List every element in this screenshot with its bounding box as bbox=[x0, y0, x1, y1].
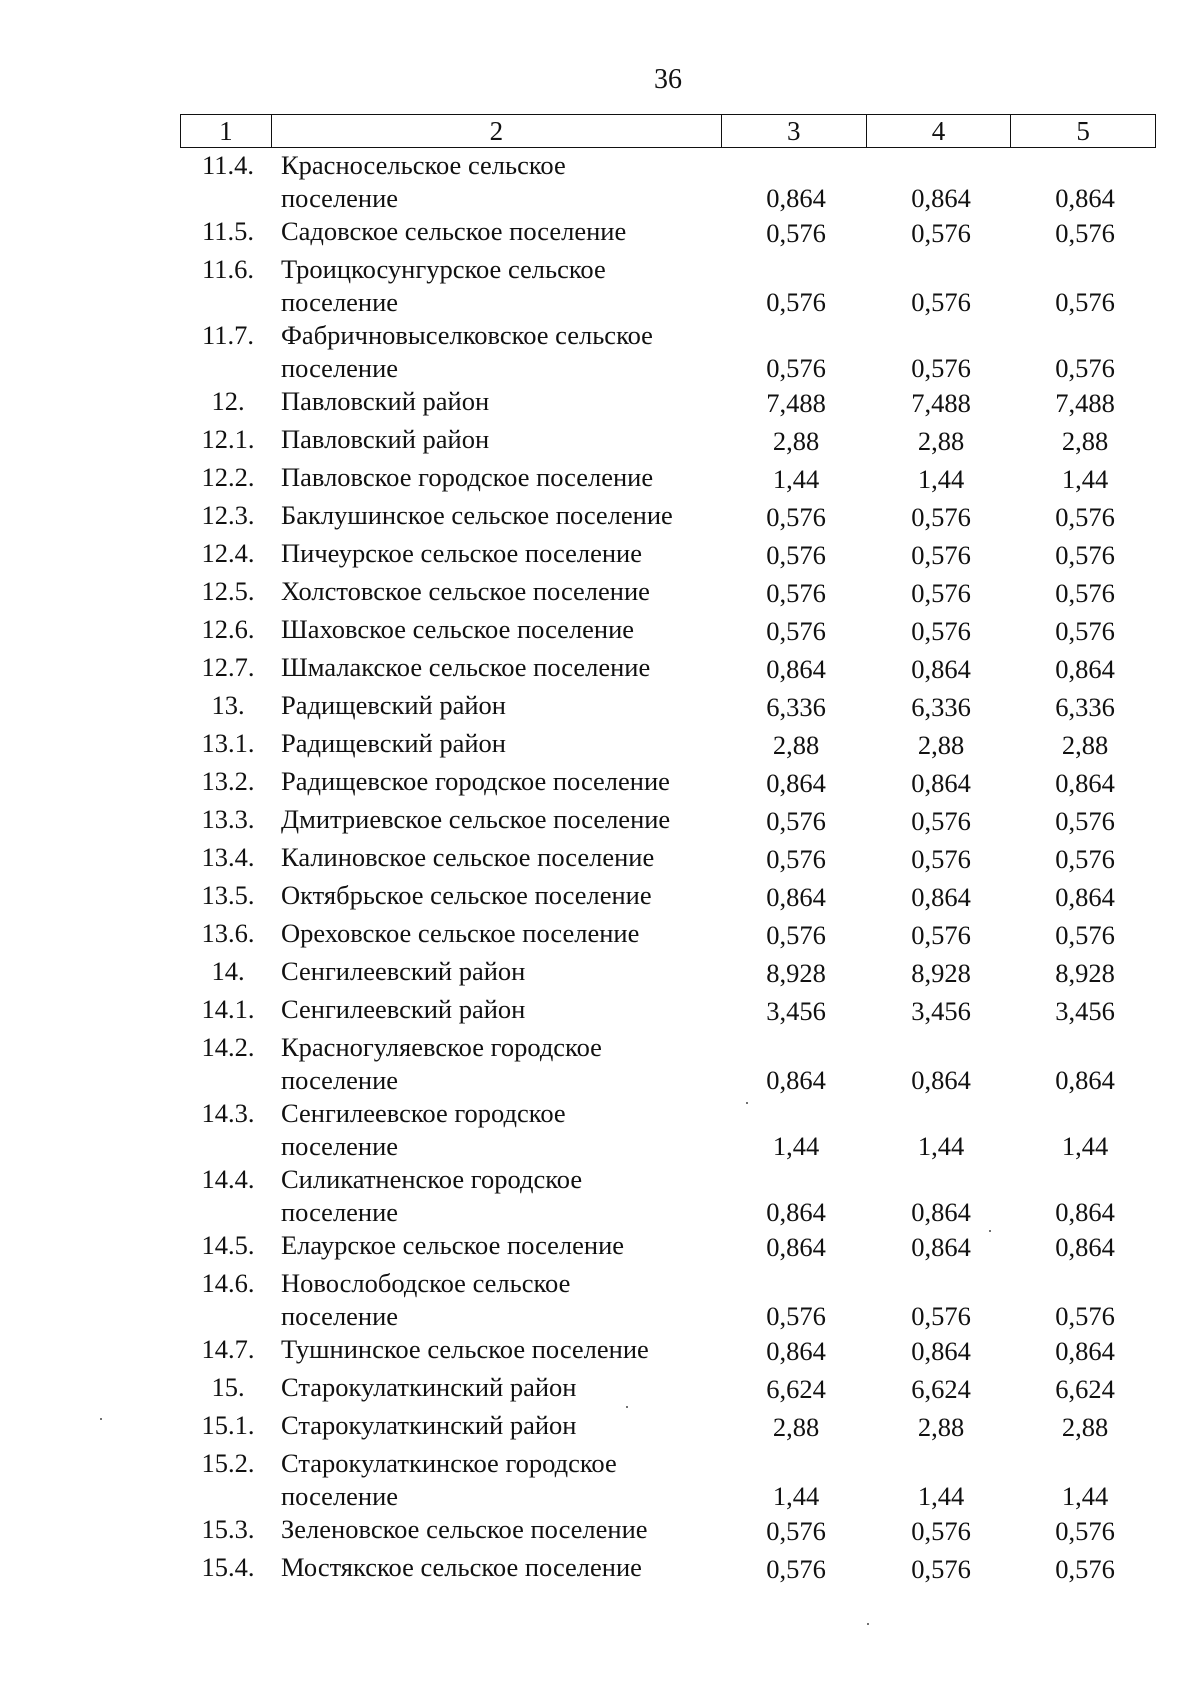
row-name-line1: Радищевский район bbox=[281, 728, 506, 758]
row-name-line1: Старокулаткинское городское bbox=[281, 1448, 617, 1478]
row-value-col5: 0,576 bbox=[1055, 353, 1115, 383]
row-name-line2: поселение bbox=[281, 287, 399, 317]
row-number: 12.1. bbox=[201, 424, 255, 454]
row-name bbox=[281, 993, 721, 1026]
row-number: 14.5. bbox=[201, 1230, 255, 1260]
row-value-col5: 1,44 bbox=[1061, 1131, 1109, 1161]
table-row bbox=[0, 952, 1200, 990]
row-number: 14.1. bbox=[201, 994, 255, 1024]
row-name bbox=[281, 651, 721, 684]
row-value-col5: 0,576 bbox=[1055, 920, 1115, 950]
row-value-col3: 0,864 bbox=[766, 183, 826, 213]
row-value-col4: 0,576 bbox=[911, 353, 971, 383]
row-name-line1: Дмитриевское сельское поселение bbox=[281, 804, 671, 834]
table-row bbox=[0, 800, 1200, 838]
row-value-col4: 0,576 bbox=[911, 616, 971, 646]
row-name bbox=[281, 1333, 721, 1366]
row-name-line1: Силикатненское городское bbox=[281, 1164, 583, 1194]
row-name bbox=[281, 253, 721, 319]
row-name bbox=[281, 423, 721, 456]
row-number: 12.7. bbox=[201, 652, 255, 682]
row-name bbox=[281, 537, 721, 570]
row-value-col5: 3,456 bbox=[1055, 996, 1115, 1026]
row-name-line1: Новослободское сельское bbox=[281, 1268, 571, 1298]
column-header-5: 5 bbox=[1076, 116, 1090, 146]
row-number: 15.2. bbox=[201, 1448, 255, 1478]
row-number: 15.1. bbox=[201, 1410, 255, 1440]
row-number: 11.4. bbox=[201, 150, 255, 180]
row-value-col3: 8,928 bbox=[766, 958, 826, 988]
row-number: 11.6. bbox=[201, 254, 255, 284]
row-value-col5: 0,576 bbox=[1055, 1554, 1115, 1584]
row-number: 15.3. bbox=[201, 1514, 255, 1544]
table-row bbox=[0, 1406, 1200, 1444]
column-header-3: 3 bbox=[722, 115, 867, 147]
row-number: 12.5. bbox=[201, 576, 255, 606]
row-value-col3: 0,576 bbox=[766, 920, 826, 950]
scan-speck bbox=[100, 1418, 102, 1420]
row-value-col4: 7,488 bbox=[911, 388, 971, 418]
row-name-line1: Фабричновыселковское сельское bbox=[281, 320, 653, 350]
row-value-col4: 0,576 bbox=[911, 1554, 971, 1584]
row-value-col4: 0,864 bbox=[911, 654, 971, 684]
table-row bbox=[0, 458, 1200, 496]
row-value-col4: 0,576 bbox=[911, 1301, 971, 1331]
row-number: 13.5. bbox=[201, 880, 255, 910]
row-value-col3: 0,864 bbox=[766, 768, 826, 798]
row-value-col3: 0,576 bbox=[766, 502, 826, 532]
table-row bbox=[0, 762, 1200, 800]
table-row bbox=[0, 990, 1200, 1028]
row-name-line1: Красногуляевское городское bbox=[281, 1032, 602, 1062]
row-value-col3: 0,864 bbox=[766, 1232, 826, 1262]
row-value-col5: 7,488 bbox=[1055, 388, 1115, 418]
table-row bbox=[0, 496, 1200, 534]
row-value-col4: 0,576 bbox=[911, 920, 971, 950]
row-value-col5: 0,576 bbox=[1055, 218, 1115, 248]
row-value-col4: 0,576 bbox=[911, 287, 971, 317]
row-number: 13.6. bbox=[201, 918, 255, 948]
row-number: 13.3. bbox=[201, 804, 255, 834]
table-row bbox=[0, 1160, 1200, 1226]
row-value-col3: 0,576 bbox=[766, 806, 826, 836]
scan-speck bbox=[626, 1406, 628, 1408]
table-row bbox=[0, 876, 1200, 914]
row-value-col5: 0,576 bbox=[1055, 616, 1115, 646]
row-name-line1: Радищевский район bbox=[281, 690, 506, 720]
row-value-col3: 0,576 bbox=[766, 540, 826, 570]
row-value-col4: 0,864 bbox=[911, 1065, 971, 1095]
row-value-col3: 0,576 bbox=[766, 218, 826, 248]
row-value-col3: 0,864 bbox=[766, 1336, 826, 1366]
table-row bbox=[0, 316, 1200, 382]
row-value-col4: 6,336 bbox=[911, 692, 971, 722]
scan-speck bbox=[746, 1102, 748, 1104]
table-row bbox=[0, 1444, 1200, 1510]
row-value-col5: 0,576 bbox=[1055, 578, 1115, 608]
row-name bbox=[281, 613, 721, 646]
row-value-col4: 0,864 bbox=[911, 882, 971, 912]
row-number: 14.3. bbox=[201, 1098, 255, 1128]
row-name bbox=[281, 499, 721, 532]
row-value-col3: 0,576 bbox=[766, 1301, 826, 1331]
table-row bbox=[0, 250, 1200, 316]
row-value-col4: 8,928 bbox=[911, 958, 971, 988]
row-value-col4: 0,576 bbox=[911, 1516, 971, 1546]
row-value-col5: 0,864 bbox=[1055, 882, 1115, 912]
row-name-line1: Шаховское сельское поселение bbox=[281, 614, 635, 644]
row-number: 12.4. bbox=[201, 538, 255, 568]
table-row bbox=[0, 1094, 1200, 1160]
row-name-line1: Радищевское городское поселение bbox=[281, 766, 670, 796]
row-value-col3: 1,44 bbox=[772, 1481, 820, 1511]
row-value-col4: 2,88 bbox=[917, 1412, 965, 1442]
row-value-col4: 0,864 bbox=[911, 1197, 971, 1227]
row-name bbox=[281, 765, 721, 798]
table-row bbox=[0, 610, 1200, 648]
row-value-col3: 0,576 bbox=[766, 353, 826, 383]
row-name-line1: Шмалакское сельское поселение bbox=[281, 652, 651, 682]
row-number: 11.7. bbox=[201, 320, 255, 350]
row-name-line1: Мостякское сельское поселение bbox=[281, 1552, 642, 1582]
row-name bbox=[281, 1447, 721, 1513]
row-number: 13. bbox=[211, 690, 245, 720]
row-value-col3: 0,864 bbox=[766, 882, 826, 912]
row-number: 12.2. bbox=[201, 462, 255, 492]
row-name bbox=[281, 803, 721, 836]
row-value-col4: 2,88 bbox=[917, 730, 965, 760]
row-value-col4: 0,864 bbox=[911, 183, 971, 213]
row-value-col5: 6,624 bbox=[1055, 1374, 1115, 1404]
row-name-line2: поселение bbox=[281, 1481, 399, 1511]
row-value-col5: 2,88 bbox=[1061, 1412, 1109, 1442]
row-value-col4: 2,88 bbox=[917, 426, 965, 456]
row-value-col5: 8,928 bbox=[1055, 958, 1115, 988]
row-number: 13.1. bbox=[201, 728, 255, 758]
row-value-col3: 0,576 bbox=[766, 578, 826, 608]
row-name-line1: Пичеурское сельское поселение bbox=[281, 538, 642, 568]
row-number: 14. bbox=[211, 956, 245, 986]
row-name-line1: Елаурское сельское поселение bbox=[281, 1230, 625, 1260]
column-header-2: 2 bbox=[272, 115, 722, 147]
row-value-col4: 6,624 bbox=[911, 1374, 971, 1404]
row-name bbox=[281, 1267, 721, 1333]
row-value-col3: 0,864 bbox=[766, 1197, 826, 1227]
row-number: 12.6. bbox=[201, 614, 255, 644]
row-value-col5: 0,864 bbox=[1055, 183, 1115, 213]
table-row bbox=[0, 914, 1200, 952]
row-value-col5: 0,576 bbox=[1055, 540, 1115, 570]
row-value-col4: 3,456 bbox=[911, 996, 971, 1026]
table-row bbox=[0, 382, 1200, 420]
row-name-line1: Сенгилеевское городское bbox=[281, 1098, 566, 1128]
row-name-line1: Сенгилеевский район bbox=[281, 994, 526, 1024]
row-value-col3: 1,44 bbox=[772, 1131, 820, 1161]
row-name bbox=[281, 1229, 721, 1262]
row-name-line2: поселение bbox=[281, 1301, 399, 1331]
row-value-col4: 0,576 bbox=[911, 578, 971, 608]
row-value-col4: 0,576 bbox=[911, 502, 971, 532]
row-name-line1: Октябрьское сельское поселение bbox=[281, 880, 652, 910]
row-name bbox=[281, 385, 721, 418]
row-value-col4: 1,44 bbox=[917, 464, 965, 494]
row-name bbox=[281, 575, 721, 608]
row-value-col3: 0,864 bbox=[766, 1065, 826, 1095]
row-name-line1: Павловское городское поселение bbox=[281, 462, 654, 492]
row-name bbox=[281, 727, 721, 760]
row-value-col5: 1,44 bbox=[1061, 464, 1109, 494]
row-value-col3: 0,576 bbox=[766, 287, 826, 317]
row-value-col4: 1,44 bbox=[917, 1131, 965, 1161]
row-value-col5: 0,576 bbox=[1055, 287, 1115, 317]
row-name bbox=[281, 319, 721, 385]
row-value-col3: 2,88 bbox=[772, 426, 820, 456]
row-value-col5: 0,864 bbox=[1055, 1065, 1115, 1095]
row-name bbox=[281, 1031, 721, 1097]
row-number: 13.2. bbox=[201, 766, 255, 796]
row-number: 14.4. bbox=[201, 1164, 255, 1194]
table-column-header-row bbox=[180, 114, 1156, 148]
table-row bbox=[0, 1510, 1200, 1548]
row-name bbox=[281, 1409, 721, 1442]
row-name bbox=[281, 1551, 721, 1584]
row-name-line1: Старокулаткинский район bbox=[281, 1410, 577, 1440]
row-value-col4: 0,576 bbox=[911, 540, 971, 570]
table-row bbox=[0, 212, 1200, 250]
row-name-line1: Холстовское сельское поселение bbox=[281, 576, 650, 606]
row-value-col3: 6,336 bbox=[766, 692, 826, 722]
table-row bbox=[0, 724, 1200, 762]
column-header-4: 4 bbox=[867, 115, 1012, 147]
row-value-col3: 2,88 bbox=[772, 730, 820, 760]
row-name-line2: поселение bbox=[281, 353, 399, 383]
row-value-col5: 0,864 bbox=[1055, 1197, 1115, 1227]
row-value-col5: 0,864 bbox=[1055, 768, 1115, 798]
row-number: 12. bbox=[211, 386, 245, 416]
row-number: 15. bbox=[211, 1372, 245, 1402]
row-name bbox=[281, 841, 721, 874]
row-name-line1: Сенгилеевский район bbox=[281, 956, 526, 986]
table-body bbox=[0, 146, 1200, 1586]
table-row bbox=[0, 686, 1200, 724]
row-value-col3: 0,576 bbox=[766, 1554, 826, 1584]
row-name bbox=[281, 917, 721, 950]
row-number: 14.2. bbox=[201, 1032, 255, 1062]
row-name-line1: Красносельское сельское bbox=[281, 150, 566, 180]
row-value-col5: 0,864 bbox=[1055, 654, 1115, 684]
row-name-line1: Старокулаткинский район bbox=[281, 1372, 577, 1402]
row-number: 15.4. bbox=[201, 1552, 255, 1582]
row-value-col5: 0,864 bbox=[1055, 1232, 1115, 1262]
row-value-col3: 6,624 bbox=[766, 1374, 826, 1404]
table-row bbox=[0, 146, 1200, 212]
table-row bbox=[0, 648, 1200, 686]
row-value-col5: 0,576 bbox=[1055, 502, 1115, 532]
row-name-line1: Тушнинское сельское поселение bbox=[281, 1334, 649, 1364]
row-value-col5: 0,576 bbox=[1055, 806, 1115, 836]
row-name-line1: Садовское сельское поселение bbox=[281, 216, 627, 246]
row-name-line2: поселение bbox=[281, 1197, 399, 1227]
row-name bbox=[281, 1371, 721, 1404]
row-name bbox=[281, 461, 721, 494]
row-value-col5: 6,336 bbox=[1055, 692, 1115, 722]
row-value-col4: 0,864 bbox=[911, 1232, 971, 1262]
row-value-col3: 1,44 bbox=[772, 464, 820, 494]
row-name bbox=[281, 149, 721, 215]
row-name-line1: Павловский район bbox=[281, 386, 490, 416]
row-number: 14.7. bbox=[201, 1334, 255, 1364]
row-name-line1: Зеленовское сельское поселение bbox=[281, 1514, 648, 1544]
page-number: 36 bbox=[654, 64, 682, 95]
row-value-col5: 2,88 bbox=[1061, 426, 1109, 456]
row-number: 11.5. bbox=[201, 216, 255, 246]
row-name-line1: Троицкосунгурское сельское bbox=[281, 254, 606, 284]
row-number: 12.3. bbox=[201, 500, 255, 530]
column-header-1: 1 bbox=[181, 115, 272, 147]
row-value-col3: 7,488 bbox=[766, 388, 826, 418]
row-name bbox=[281, 955, 721, 988]
row-name bbox=[281, 1513, 721, 1546]
table-row bbox=[0, 572, 1200, 610]
row-value-col4: 0,576 bbox=[911, 844, 971, 874]
row-value-col4: 0,864 bbox=[911, 768, 971, 798]
row-value-col5: 0,576 bbox=[1055, 844, 1115, 874]
row-value-col4: 0,576 bbox=[911, 218, 971, 248]
table-row bbox=[0, 1226, 1200, 1264]
row-name-line1: Калиновское сельское поселение bbox=[281, 842, 655, 872]
row-value-col3: 0,576 bbox=[766, 616, 826, 646]
row-value-col4: 1,44 bbox=[917, 1481, 965, 1511]
row-name-line1: Баклушинское сельское поселение bbox=[281, 500, 673, 530]
row-name bbox=[281, 1097, 721, 1163]
row-name bbox=[281, 215, 721, 248]
row-value-col3: 3,456 bbox=[766, 996, 826, 1026]
table-row bbox=[0, 1330, 1200, 1368]
table-row bbox=[0, 420, 1200, 458]
table-row bbox=[0, 1368, 1200, 1406]
row-value-col4: 0,576 bbox=[911, 806, 971, 836]
row-value-col4: 0,864 bbox=[911, 1336, 971, 1366]
row-name bbox=[281, 879, 721, 912]
row-name bbox=[281, 1163, 721, 1229]
row-value-col5: 0,576 bbox=[1055, 1301, 1115, 1331]
scan-speck bbox=[989, 1230, 991, 1232]
row-value-col3: 0,864 bbox=[766, 654, 826, 684]
row-value-col5: 0,576 bbox=[1055, 1516, 1115, 1546]
table-row bbox=[0, 1028, 1200, 1094]
row-name-line2: поселение bbox=[281, 1131, 399, 1161]
table-row bbox=[0, 838, 1200, 876]
row-number: 14.6. bbox=[201, 1268, 255, 1298]
row-name-line2: поселение bbox=[281, 1065, 399, 1095]
table-row bbox=[0, 1548, 1200, 1586]
row-value-col5: 0,864 bbox=[1055, 1336, 1115, 1366]
row-value-col3: 0,576 bbox=[766, 844, 826, 874]
row-value-col3: 0,576 bbox=[766, 1516, 826, 1546]
row-name bbox=[281, 689, 721, 722]
row-name-line1: Ореховское сельское поселение bbox=[281, 918, 640, 948]
row-value-col5: 1,44 bbox=[1061, 1481, 1109, 1511]
row-number: 13.4. bbox=[201, 842, 255, 872]
table-row bbox=[0, 1264, 1200, 1330]
row-value-col3: 2,88 bbox=[772, 1412, 820, 1442]
row-value-col5: 2,88 bbox=[1061, 730, 1109, 760]
row-name-line1: Павловский район bbox=[281, 424, 490, 454]
table-row bbox=[0, 534, 1200, 572]
scan-speck bbox=[867, 1623, 869, 1625]
row-name-line2: поселение bbox=[281, 183, 399, 213]
